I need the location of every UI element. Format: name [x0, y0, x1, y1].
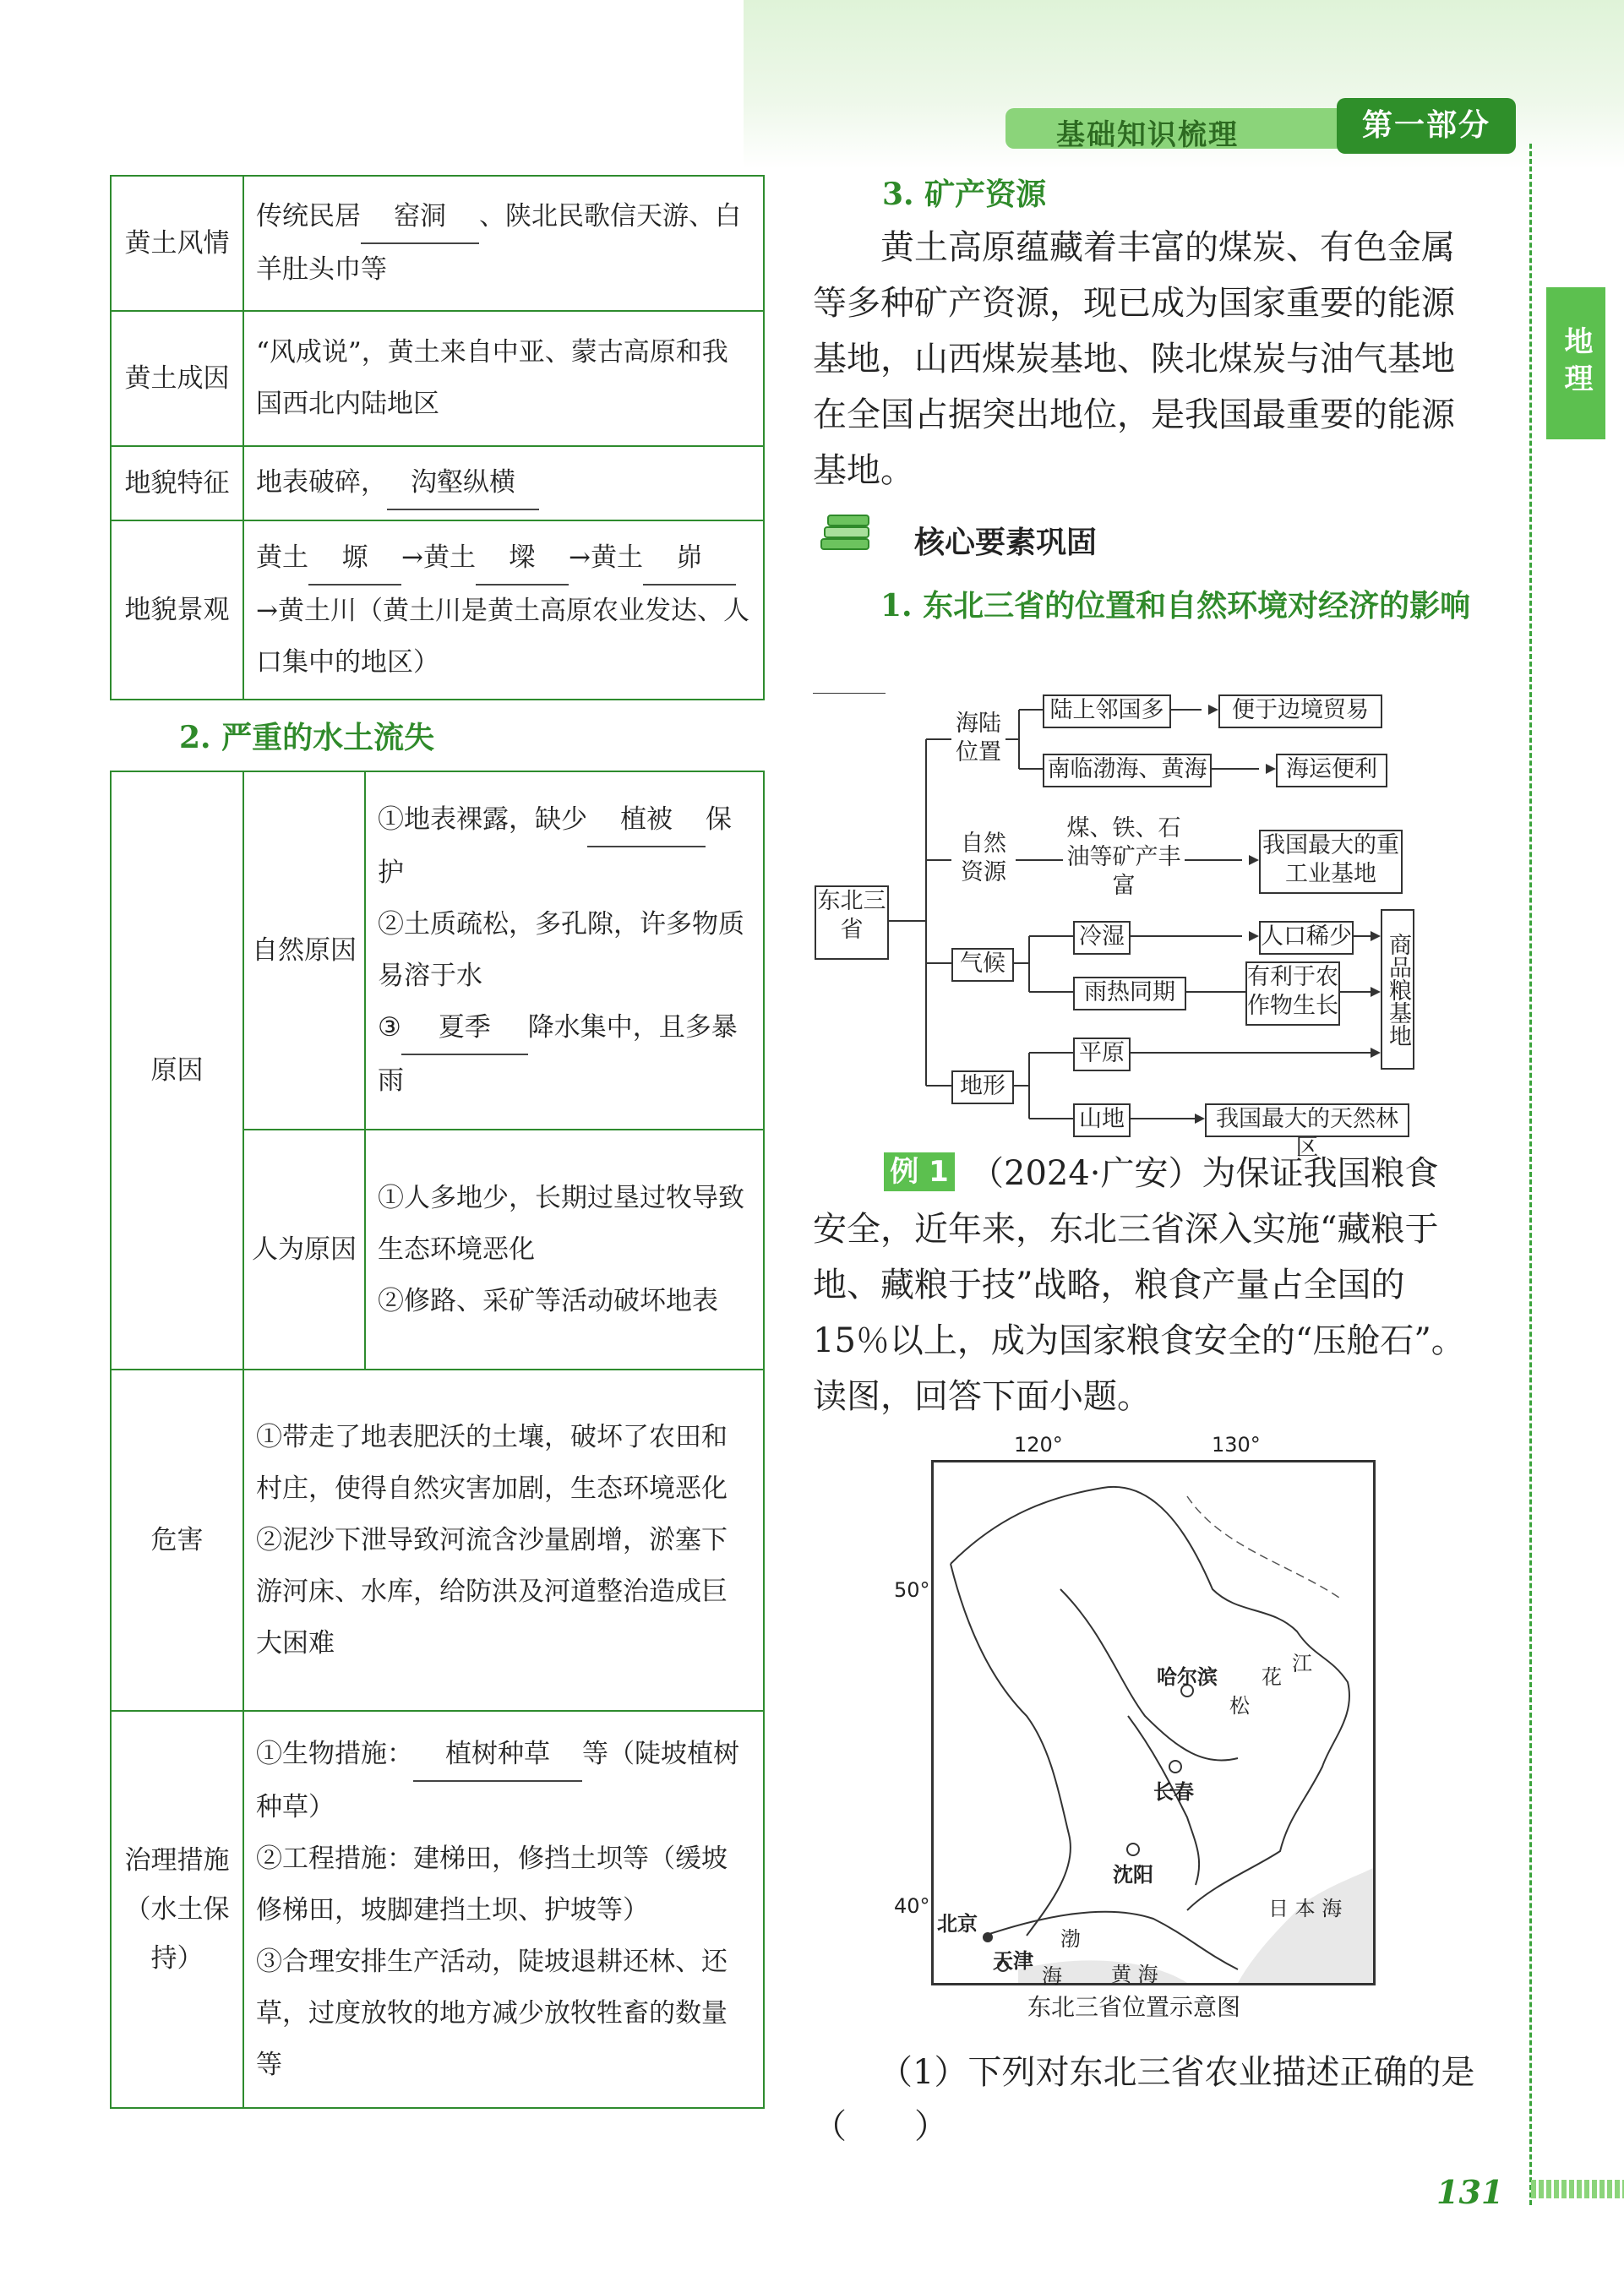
- sub-label: 自然原因: [243, 771, 365, 1130]
- lon-120-label: 120°: [1014, 1433, 1063, 1457]
- northeast-mindmap: [813, 693, 1455, 1161]
- row-content: [243, 446, 764, 520]
- header-part-badge: 第一部分: [1337, 98, 1516, 154]
- city-changchun: 长春: [1153, 1780, 1194, 1804]
- page-number: 131: [1436, 2173, 1504, 2211]
- answer-blank: 塬: [308, 532, 401, 586]
- row-label: 危害: [111, 1370, 243, 1711]
- node-neighbor: 陆上邻国多: [1043, 694, 1171, 728]
- node-plain: 平原: [1073, 1038, 1131, 1071]
- mineral-paragraph: 黄土高原蕴藏着丰富的煤炭、有色金属等多种矿产资源，现已成为国家重要的能源基地，山西煤炭基地、陕北煤炭与油气基地在全国占据突出地位，是我国最重要的能源基地。: [813, 228, 1455, 490]
- node-root: 东北三省: [815, 885, 889, 960]
- node-grain: 商品粮基地: [1381, 909, 1414, 1070]
- text: （水土保持）: [124, 1894, 230, 1974]
- row-content: “风成说”，黄土来自中亚、蒙古高原和我国西北内陆地区: [243, 311, 764, 446]
- table-row: [111, 1370, 764, 1711]
- text: ①带走了地表肥沃的土壤，破坏了农田和村庄，使得自然灾害加剧，生态环境恶化: [256, 1421, 728, 1504]
- northeast-map: [931, 1460, 1376, 1988]
- page-strip: [1531, 2180, 1624, 2198]
- core-subheading: 1. 东北三省的位置和自然环境对经济的影响: [880, 588, 1471, 624]
- text: ①人多地少，长期过垦过牧导致生态环境恶化: [378, 1182, 744, 1265]
- text: ①地表裸露，缺少: [378, 804, 587, 835]
- row-label: 黄土成因: [111, 311, 243, 446]
- text: 地表破碎，: [256, 466, 387, 498]
- text: →黄土: [401, 542, 476, 573]
- text: ②工程措施：建梯田，修挡土坝等（缓坡修梯田，坡脚建挡土坝、护坡等）: [256, 1843, 728, 1925]
- row-content: [243, 1370, 764, 1711]
- answer-blank: 沟壑纵横: [387, 457, 539, 510]
- text: ③合理安排生产活动，陡坡退耕还林、还草，过度放牧的地方减少放牧牲畜的数量等: [256, 1946, 728, 2080]
- row-content: [365, 771, 764, 1130]
- text: →黄土川（黄土川是黄土高原农业发达、人口集中的地区）: [256, 595, 749, 678]
- text: →黄土: [568, 542, 643, 573]
- node-crops: 有利于农作物生长: [1245, 961, 1340, 1026]
- river-songhua-3: 江: [1292, 1652, 1312, 1675]
- text: 、陕北民歌信天游、白羊肚头巾等: [256, 201, 741, 285]
- text: 保护: [378, 804, 732, 888]
- header-section-title: 基础知识梳理: [1056, 118, 1239, 152]
- city-harbin: 哈尔滨: [1157, 1665, 1218, 1689]
- lon-130-label: 130°: [1212, 1433, 1261, 1457]
- row-content: [243, 176, 764, 311]
- city-shenyang: 沈阳: [1113, 1863, 1153, 1887]
- row-label: 地貌景观: [111, 520, 243, 700]
- text: 等（陡坡植树种草）: [256, 1738, 739, 1822]
- soil-erosion-table: [110, 771, 765, 2109]
- node-resources: 自然资源: [951, 830, 1016, 891]
- city-beijing: 北京: [937, 1912, 978, 1936]
- node-climate: 气候: [951, 948, 1014, 982]
- sea-bohai-2: 海: [1042, 1964, 1062, 1988]
- node-location: 海陆位置: [951, 710, 1005, 769]
- sea-yellow: 黄 海: [1111, 1963, 1158, 1986]
- node-shipping: 海运便利: [1276, 754, 1387, 787]
- text: ①生物措施：: [256, 1738, 413, 1769]
- answer-blank: 峁: [643, 532, 736, 586]
- row-content: [243, 520, 764, 700]
- node-terrain: 地形: [951, 1070, 1014, 1104]
- node-sea: 南临渤海、黄海: [1043, 754, 1212, 787]
- table-row: [111, 311, 764, 446]
- books-icon: [818, 510, 877, 559]
- section-heading: 2. 严重的水土流失: [179, 720, 435, 755]
- row-label: 地貌特征: [111, 446, 243, 520]
- city-tianjin: 天津: [993, 1949, 1033, 1973]
- table-row: [111, 446, 764, 520]
- text: ②泥沙下泄导致河流含沙量剧增，淤塞下游河床、水库，给防洪及河道整治造成巨大困难: [256, 1524, 728, 1658]
- row-label: 黄土风情: [111, 176, 243, 311]
- row-content: [243, 1711, 764, 2108]
- table-row: [111, 771, 764, 1130]
- row-label: 原因: [111, 771, 243, 1370]
- node-industry: 我国最大的重工业基地: [1259, 830, 1403, 894]
- sub-label: 人为原因: [243, 1130, 365, 1370]
- answer-blank: 夏季: [401, 1002, 528, 1055]
- loess-table: [110, 175, 765, 700]
- text: ②土质疏松，多孔隙，许多物质易溶于水: [378, 909, 744, 991]
- node-forest: 我国最大的天然林区: [1205, 1103, 1409, 1137]
- table-row: [111, 176, 764, 311]
- text: 传统民居: [256, 201, 361, 231]
- node-trade: 便于边境贸易: [1218, 694, 1382, 728]
- section-heading: 3. 矿产资源: [882, 177, 1047, 212]
- text: ②修路、采矿等活动破坏地表: [378, 1285, 718, 1316]
- river-songhua-1: 松: [1229, 1694, 1250, 1718]
- node-cold: 冷湿: [1073, 921, 1131, 955]
- answer-blank: 植被: [587, 794, 706, 847]
- sea-japan: 日 本 海: [1268, 1897, 1343, 1920]
- node-sparse: 人口稀少: [1259, 921, 1354, 955]
- example-text: （2024·广安）为保证我国粮食安全，近年来，东北三省深入实施“藏粮于地、藏粮于技”战略，粮食产量占全国的 15％以上，成为国家粮食安全的“压舱石”。读图，回答下面小题。: [813, 1154, 1465, 1416]
- sea-bohai-1: 渤: [1060, 1927, 1081, 1951]
- example-tag: 例 1: [884, 1152, 955, 1191]
- answer-paren: （ ）: [813, 2107, 948, 2146]
- map-caption: 东北三省位置示意图: [1027, 1993, 1241, 2021]
- node-minerals: 煤、铁、石油等矿产丰富: [1063, 814, 1185, 906]
- subject-tab: 地理: [1546, 287, 1605, 439]
- text: 黄土: [256, 542, 308, 573]
- text: 治理措施: [124, 1845, 230, 1876]
- lat-50-label: 50°: [894, 1578, 930, 1602]
- answer-blank: 墚: [476, 532, 569, 586]
- river-songhua-2: 花: [1262, 1665, 1282, 1689]
- core-heading: 核心要素巩固: [914, 526, 1098, 560]
- answer-blank: 窑洞: [361, 191, 479, 244]
- text: ③: [378, 1012, 401, 1043]
- node-mountain: 山地: [1073, 1103, 1131, 1137]
- table-row: [111, 1711, 764, 2108]
- answer-blank: 植树种草: [413, 1729, 582, 1782]
- page-edge-dash: [1529, 144, 1532, 2205]
- text: 降水集中，且多暴雨: [378, 1012, 738, 1096]
- node-rainheat: 雨热同期: [1073, 977, 1186, 1010]
- question-1: （1）下列对东北三省农业描述正确的是: [879, 2053, 1475, 2092]
- row-label: [111, 1711, 243, 2108]
- table-row: [111, 520, 764, 700]
- row-content: [365, 1130, 764, 1370]
- lat-40-label: 40°: [894, 1894, 930, 1918]
